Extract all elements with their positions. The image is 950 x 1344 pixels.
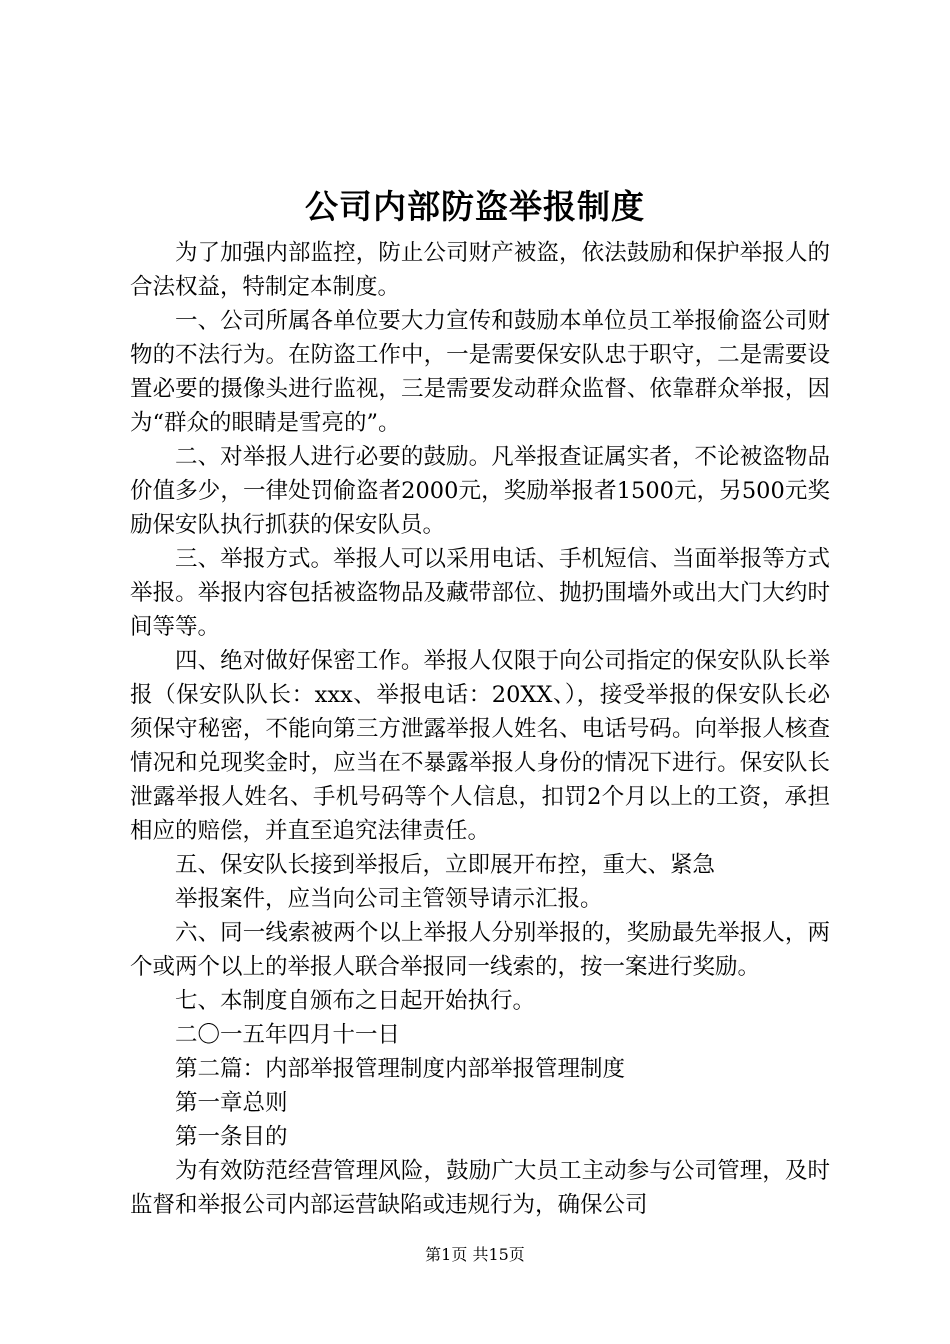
paragraph-date: 二〇一五年四月十一日	[175, 1022, 401, 1048]
paragraph-article-3: 三、举报方式。举报人可以采用电话、手机短信、当面举报等方式举报。举报内容包括被盗物品及藏带部位、抛扔围墙外或出大门大约时间等等。	[130, 546, 830, 640]
paragraph-article-5b: 举报案件，应当向公司主管领导请示汇报。	[175, 886, 603, 912]
paragraph-article-1: 一、公司所属各单位要大力宣传和鼓励本单位员工举报偷盗公司财物的不法行为。在防盗工作中，一是需要保安队忠于职守，二是需要设置必要的摄像头进行监视，三是需要发动群众监督、依靠群众举报，因为“群众的眼睛是雪亮的”。	[130, 308, 830, 436]
paragraph-article-4: 四、绝对做好保密工作。举报人仅限于向公司指定的保安队队长举报（保安队队长：xxx、举报电话：20XX、），接受举报的保安队长必须保守秘密，不能向第三方泄露举报人姓名、电话号码。向举报人核查情况和兑现奖金时，应当在不暴露举报人身份的情况下进行。保安队长泄露举报人姓名、手机号码等个人信息，扣罚2个月以上的工资，承担相应的赔偿，并直至追究法律责任。	[130, 648, 830, 844]
paragraph-clause-heading: 第一条目的	[175, 1124, 288, 1150]
paragraph-chapter-heading: 第一章总则	[175, 1090, 288, 1116]
paragraph-intro: 为了加强内部监控，防止公司财产被盗，依法鼓励和保护举报人的合法权益，特制定本制度。	[130, 240, 830, 300]
page-title: 公司内部防盗举报制度	[305, 187, 645, 226]
paragraph-article-2: 二、对举报人进行必要的鼓励。凡举报查证属实者，不论被盗物品价值多少，一律处罚偷盗者2000元，奖励举报者1500元，另500元奖励保安队执行抓获的保安队员。	[130, 444, 830, 538]
paragraph-clause-text: 为有效防范经营管理风险，鼓励广大员工主动参与公司管理，及时监督和举报公司内部运营缺陷或违规行为，确保公司	[130, 1158, 830, 1218]
page-number: 第1页 共15页	[425, 1245, 525, 1264]
paragraph-section-heading: 第二篇：内部举报管理制度内部举报管理制度	[175, 1056, 626, 1082]
paragraph-article-5a: 五、保安队长接到举报后，立即展开布控，重大、紧急	[175, 852, 716, 878]
document-body	[130, 236, 830, 1222]
paragraph-article-6: 六、同一线索被两个以上举报人分别举报的，奖励最先举报人，两个或两个以上的举报人联合举报同一线索的，按一案进行奖励。	[130, 920, 830, 980]
paragraph-article-7: 七、本制度自颁布之日起开始执行。	[175, 988, 536, 1014]
